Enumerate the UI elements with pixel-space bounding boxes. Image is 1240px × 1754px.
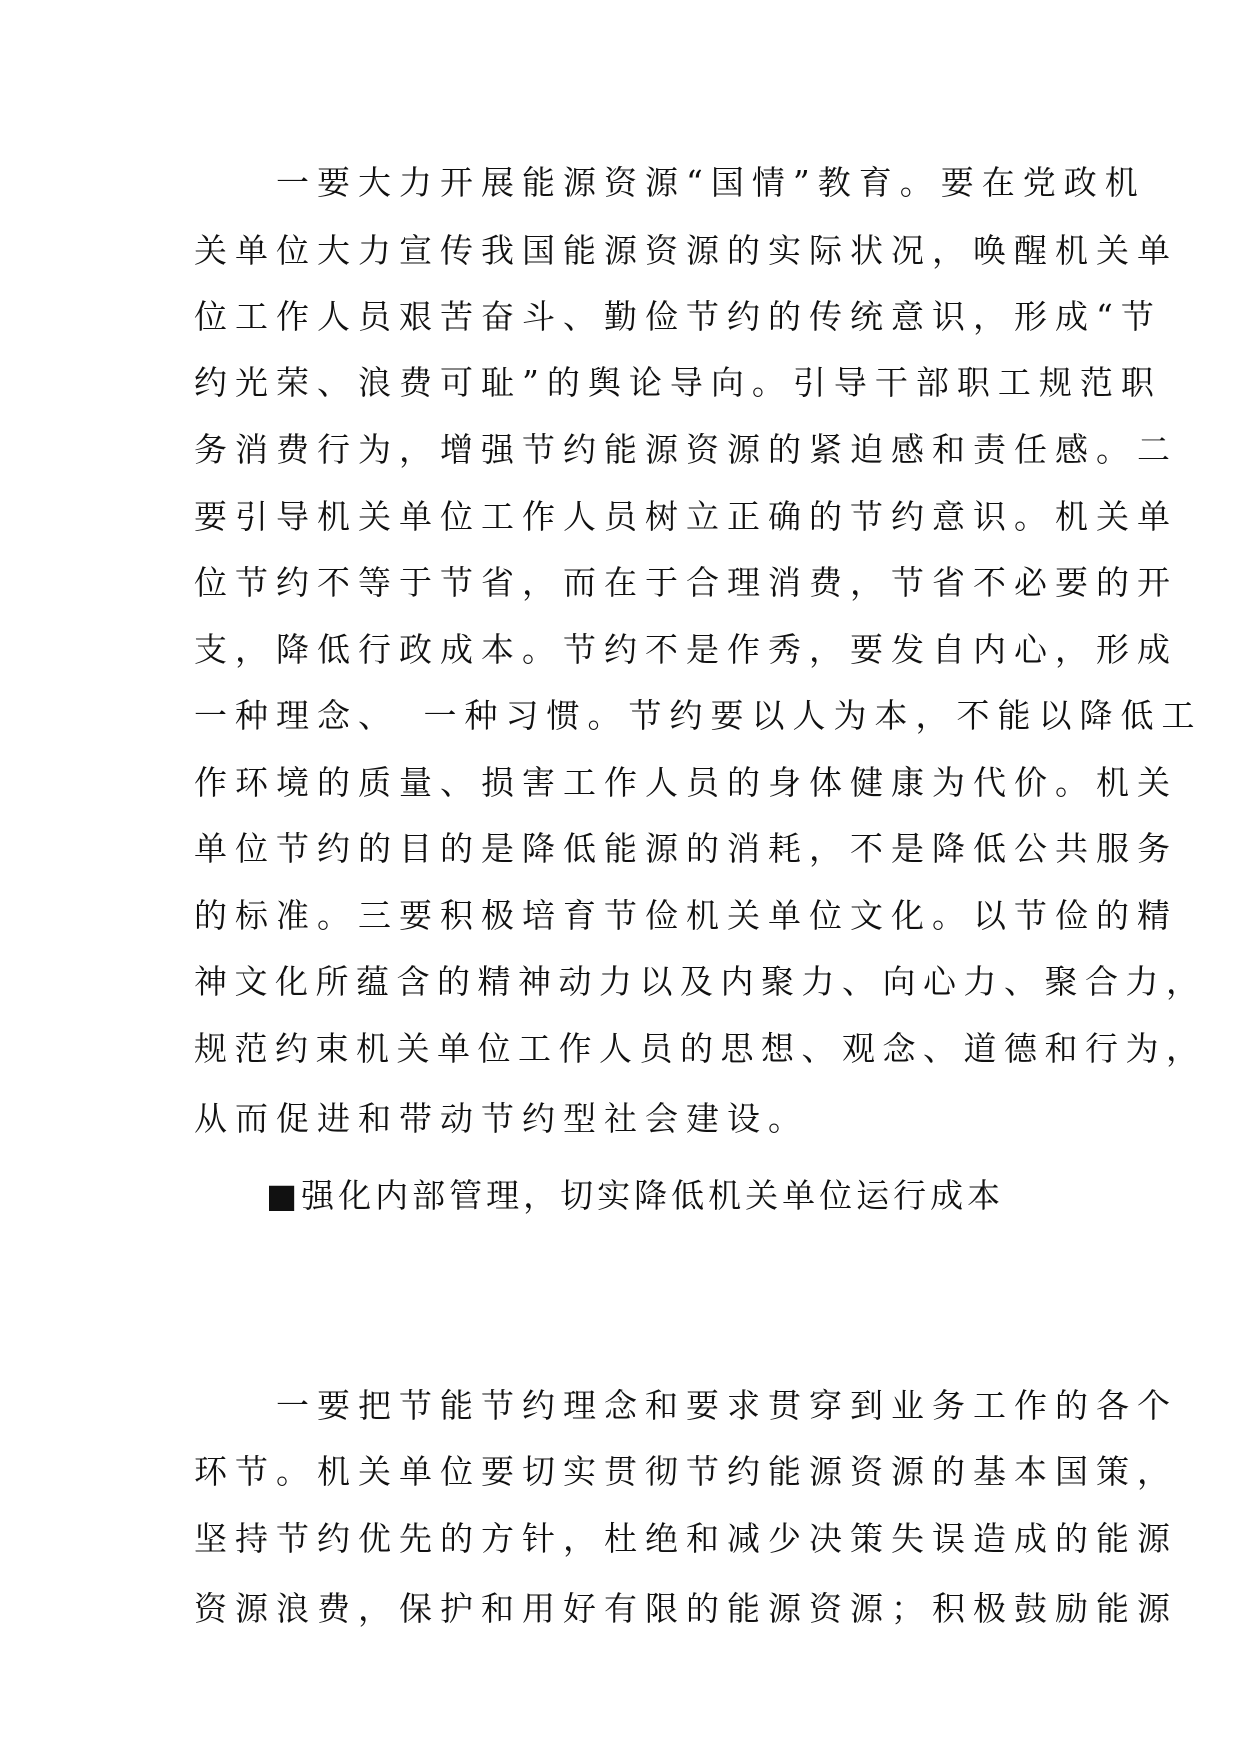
text-line: 从而促进和带动节约型社会建设。: [194, 1099, 809, 1138]
text-line: 要引导机关单位工作人员树立正确的节约意识。机关单: [194, 497, 1178, 536]
text-line: 规范约束机关单位工作人员的思想、观念、道德和行为，: [194, 1029, 1207, 1068]
text-line: 环节。机关单位要切实贯彻节约能源资源的基本国策，: [194, 1452, 1178, 1491]
text-line: 作环境的质量、损害工作人员的身体健康为代价。机关: [194, 763, 1178, 802]
text-line: 务消费行为，增强节约能源资源的紧迫感和责任感。二: [194, 430, 1178, 469]
text-line: 一要大力开展能源资源“国情”教育。要在党政机: [194, 163, 1146, 202]
text-line: 关单位大力宣传我国能源资源的实际状况，唤醒机关单: [194, 231, 1178, 270]
text-line: 一要把节能节约理念和要求贯穿到业务工作的各个: [194, 1386, 1178, 1425]
section-heading: ■强化内部管理，切实降低机关单位运行成本: [266, 1176, 1005, 1215]
text-line: 资源浪费，保护和用好有限的能源资源；积极鼓励能源: [194, 1589, 1178, 1628]
text-line: 单位节约的目的是降低能源的消耗，不是降低公共服务: [194, 829, 1178, 868]
text-line: 位节约不等于节省，而在于合理消费，节省不必要的开: [194, 563, 1178, 602]
text-line: 支，降低行政成本。节约不是作秀，要发自内心，形成: [194, 630, 1178, 669]
text-line: 坚持节约优先的方针，杜绝和减少决策失误造成的能源: [194, 1519, 1178, 1558]
text-line: 神文化所蕴含的精神动力以及内聚力、向心力、聚合力，: [194, 962, 1207, 1001]
text-line: 约光荣、浪费可耻”的舆论导向。引导干部职工规范职: [194, 363, 1162, 402]
text-line: 的标准。三要积极培育节俭机关单位文化。以节俭的精: [194, 896, 1178, 935]
text-line: 位工作人员艰苦奋斗、勤俭节约的传统意识，形成“节: [194, 297, 1162, 336]
text-line: 一种理念、 一种习惯。节约要以人为本，不能以降低工: [194, 696, 1203, 735]
